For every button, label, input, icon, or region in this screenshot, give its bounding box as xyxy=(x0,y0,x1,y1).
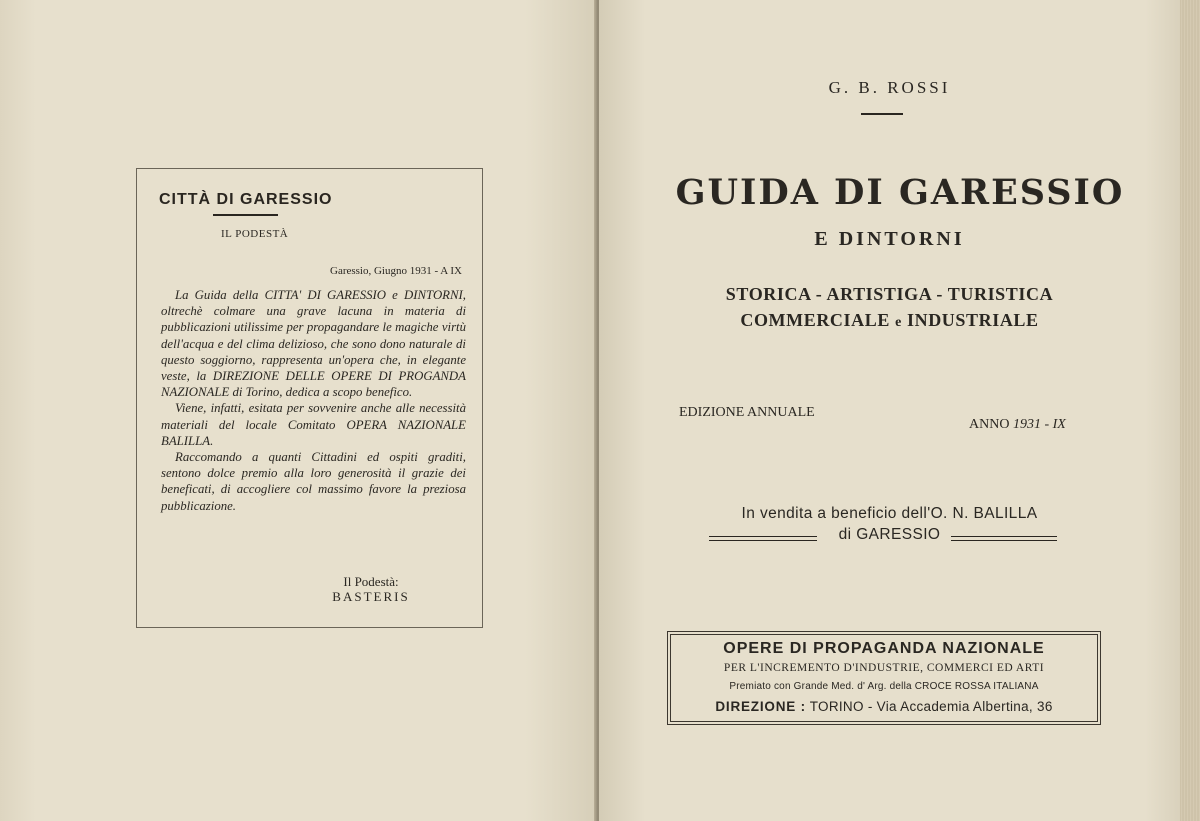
tagline-word: INDUSTRIALE xyxy=(907,310,1039,330)
author-name: G. B. ROSSI xyxy=(828,78,951,97)
signature xyxy=(311,574,431,604)
publisher-line-2: Premiato con Grande Med. d' Arg. della CROCE ROSSA ITALIANA xyxy=(729,681,1039,692)
tagline-line-2 xyxy=(599,310,1180,331)
publisher-title: OPERE DI PROPAGANDA NAZIONALE xyxy=(723,640,1045,657)
year-label xyxy=(969,417,1066,433)
city-title: CITTÀ DI GARESSIO xyxy=(159,191,333,208)
sale-notice-line-2: di GARESSIO xyxy=(838,526,941,543)
right-page xyxy=(599,0,1180,821)
signature-title: Il Podestà: xyxy=(343,574,399,589)
letter-paragraph: Viene, infatti, esitata per sovvenire anche alle necessità materiali del locale Comitato OPERA NAZIONALE BALILLA. xyxy=(161,401,466,448)
podesta-letter-box xyxy=(136,168,483,628)
publisher-box xyxy=(667,631,1101,725)
left-page xyxy=(0,0,597,821)
decorative-rule-right xyxy=(951,536,1057,541)
anno-word: ANNO xyxy=(969,417,1010,432)
publisher-address-text: TORINO - Via Accademia Albertina, 36 xyxy=(809,699,1053,714)
publisher-address-label: DIREZIONE : xyxy=(715,699,806,714)
tagline-word: COMMERCIALE xyxy=(740,310,890,330)
letter-date: Garessio, Giugno 1931 - A IX xyxy=(330,265,462,277)
letter-heading: IL PODESTÀ xyxy=(221,228,289,240)
signature-name: BASTERIS xyxy=(332,589,410,604)
letter-paragraph: Raccomando a quanti Cittadini ed ospiti graditi, sentono dolce premio alla loro generosità il grazie dei beneficati, di accogliere col massimo favore la preziosa pubblicazione. xyxy=(161,450,466,513)
main-title: GUIDA DI GARESSIO xyxy=(675,172,1125,213)
title-underline xyxy=(213,214,278,216)
edition-label: EDIZIONE ANNUALE xyxy=(679,405,815,420)
sale-notice-line-1: In vendita a beneficio dell'O. N. BALILLA xyxy=(741,505,1038,522)
tagline-conjunction: e xyxy=(895,315,902,330)
page-edges xyxy=(1180,0,1200,821)
author-underline xyxy=(861,113,903,115)
subtitle: E DINTORNI xyxy=(814,228,965,250)
letter-body xyxy=(161,287,466,514)
publisher-line-1: PER L'INCREMENTO D'INDUSTRIE, COMMERCI ED ARTI xyxy=(723,662,1045,674)
anno-year: 1931 - IX xyxy=(1012,417,1066,432)
tagline-line-1: STORICA - ARTISTIGA - TURISTICA xyxy=(725,284,1054,304)
letter-paragraph: La Guida della CITTA' DI GARESSIO e DINTORNI, oltrechè colmare una grave lacuna in materia di pubblicazioni utilissime per propagandare le magiche virtù dell'acqua e del clima delizioso, che sono dono naturale di questo soggiorno, rappresenta un'opera che, in elegante veste, la DIREZIONE DELLE OPERE DI PROGANDA NAZIONALE di Torino, dedica a scopo benefico. xyxy=(161,288,466,400)
publisher-address xyxy=(668,699,1100,714)
